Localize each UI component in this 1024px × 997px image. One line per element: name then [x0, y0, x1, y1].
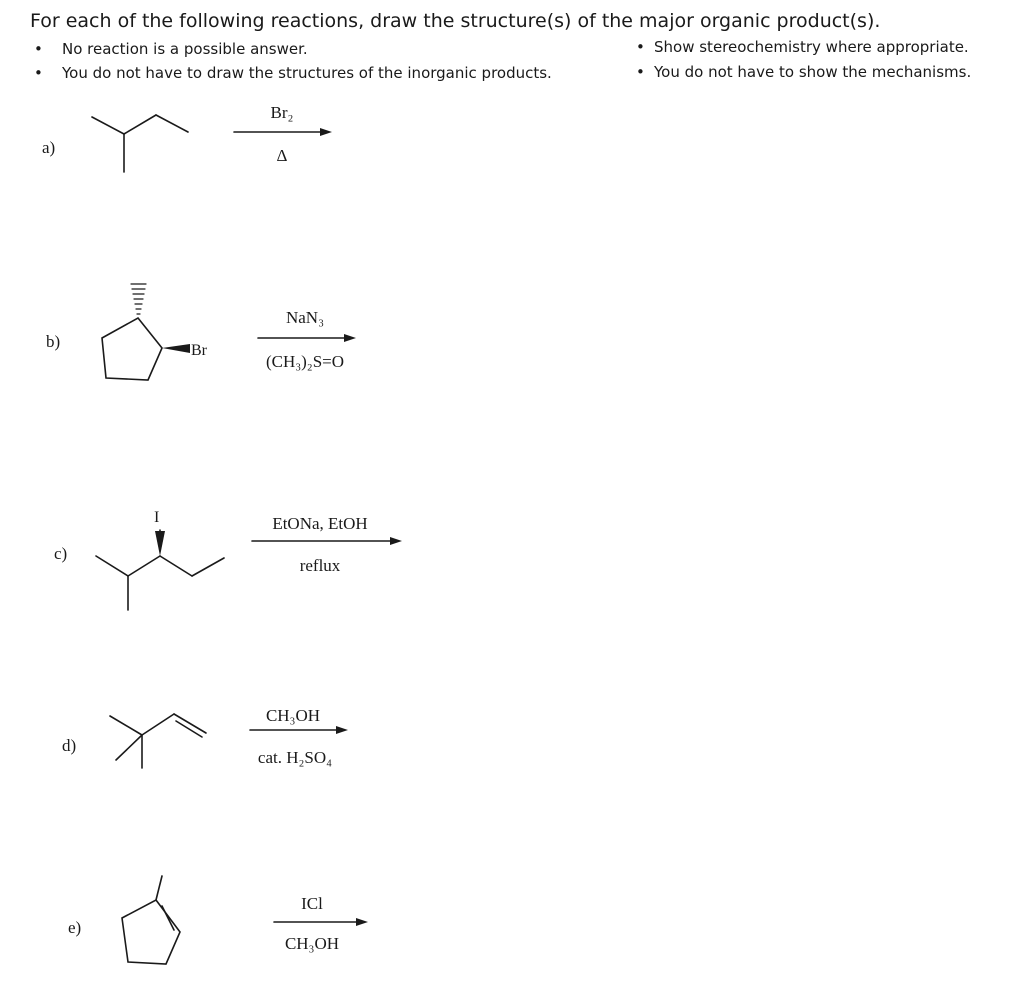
iodine-atom-label: I	[154, 509, 160, 526]
bromine-atom-label: Br	[191, 342, 207, 359]
instruction-bullet: • No reaction is a possible answer.	[34, 40, 308, 58]
molecule-a	[92, 115, 188, 172]
molecule-b	[102, 318, 162, 380]
arrowhead-b	[344, 334, 356, 342]
reagent-a: Br₂	[270, 103, 294, 122]
arrowhead-c	[390, 537, 402, 545]
arrowhead-a	[320, 128, 332, 136]
bullet-icon: •	[34, 40, 43, 58]
reagent-c: EtONa, EtOH	[272, 514, 368, 533]
instruction-bullet: • You do not have to show the mechanisms.	[636, 63, 972, 81]
bullet-icon: •	[636, 38, 645, 56]
arrowhead-d	[336, 726, 348, 734]
instruction-bullet: • Show stereochemistry where appropriate.	[636, 38, 969, 56]
instruction-bullet: • You do not have to draw the structures of the inorganic products.	[34, 64, 552, 82]
catalyst-d: cat. H₂SO₄	[257, 748, 333, 767]
condition-a: Δ	[276, 146, 288, 165]
reagent-b: NaN₃	[285, 308, 325, 327]
arrowhead-e	[356, 918, 368, 926]
molecule-e	[122, 876, 180, 964]
condition-c: reflux	[299, 556, 341, 575]
reagent-d: CH₃OH	[265, 706, 321, 725]
reaction-label-c: c)	[54, 544, 68, 563]
bullet-icon: •	[34, 64, 43, 82]
page-title: For each of the following reactions, draw the structure(s) of the major organic product(s).	[30, 10, 881, 32]
bullet-icon: •	[636, 63, 645, 81]
reagent-e: ICl	[301, 894, 323, 913]
reaction-label-a: a)	[42, 138, 56, 157]
solvent-b: (CH₃)₂S=O	[265, 352, 345, 371]
molecule-d	[110, 714, 206, 768]
reaction-label-b: b)	[46, 332, 61, 351]
hashed-bond-b	[131, 284, 146, 314]
wedge-bond-br	[162, 344, 190, 353]
solvent-e: CH₃OH	[284, 934, 340, 953]
reaction-label-e: e)	[68, 918, 82, 937]
wedge-bond-i	[155, 531, 165, 556]
reaction-label-d: d)	[62, 736, 77, 755]
